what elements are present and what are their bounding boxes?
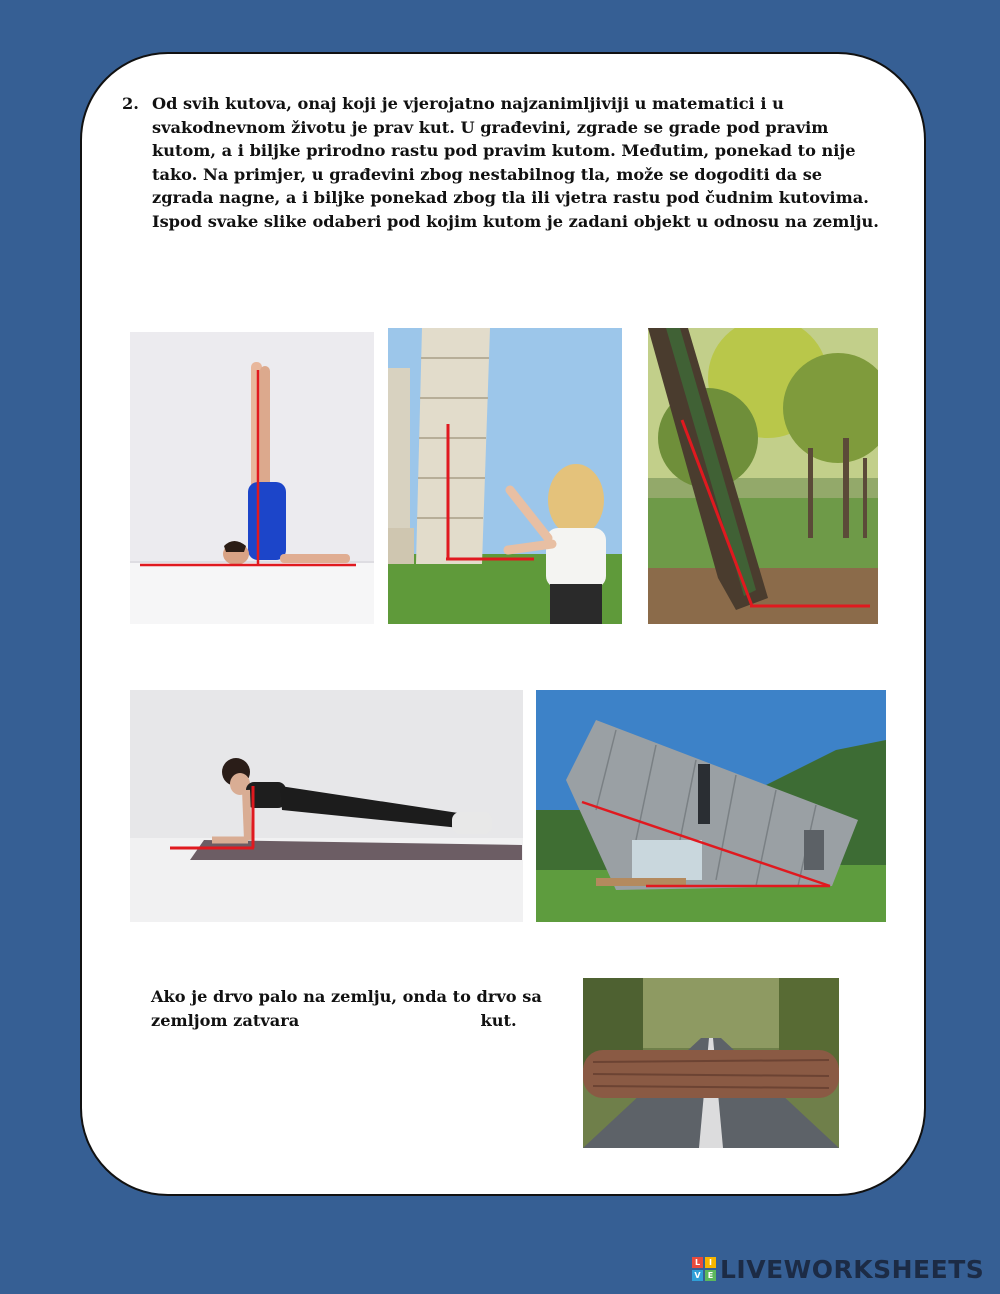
task-instructions (122, 92, 882, 234)
task-text: Od svih kutova, onaj koji je vjerojatno najzanimljiviji u matematici i u svakodnevnom životu je prav kut. U građevini, zgrade se grade pod pravim kutom, a i biljke prirodno rastu pod pravim kutom. Međutim, ponekad to nije tako. Na primjer, u građevini zbog nestabilnog tla, može se dogoditi da se zgrada nagne, a i biljke ponekad zbog tla ili vjetra rastu pod čudnim kutovima. Ispod svake slike odaberi pod kojim kutom je zadani objekt u odnosu na zemlju. (152, 94, 879, 231)
photo-slanted-house (536, 690, 886, 922)
photo-plank (130, 690, 523, 922)
fill-in-question (151, 985, 571, 1033)
photo-shoulder-stand (130, 332, 374, 624)
question-line1: Ako je drvo palo na zemlju, onda to drvo sa (151, 987, 542, 1006)
live-letters-icon: L I V E (692, 1257, 716, 1281)
photo-leaning-tree (648, 328, 878, 624)
liveworksheets-logo (692, 1255, 984, 1283)
angle-answer-input[interactable] (305, 1011, 475, 1033)
task-number: 2. (122, 94, 139, 113)
photo-leaning-tower (388, 328, 622, 624)
question-line2-after: kut. (480, 1011, 517, 1030)
photo-fallen-tree (583, 978, 839, 1148)
brand-name: LIVEWORKSHEETS (720, 1254, 985, 1284)
question-line2-before: zemljom zatvara (151, 1011, 300, 1030)
